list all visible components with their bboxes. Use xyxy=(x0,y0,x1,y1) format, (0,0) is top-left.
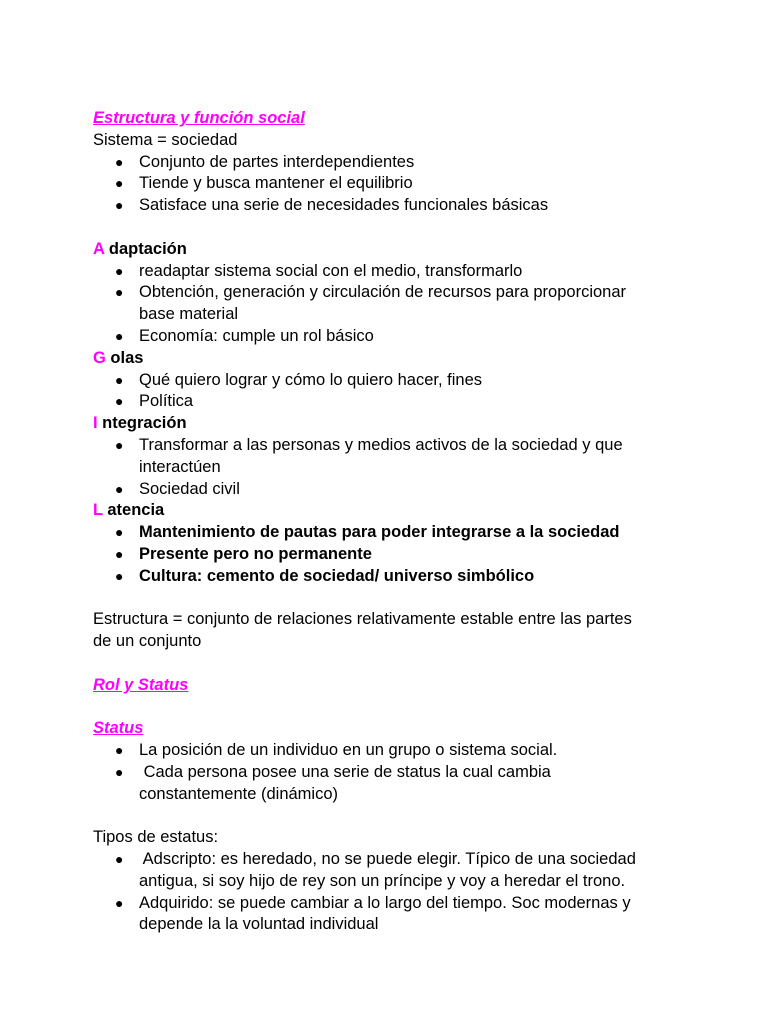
bullet-icon: ● xyxy=(115,524,124,541)
list-item-continuation: base material xyxy=(139,305,239,324)
bullet-icon: ● xyxy=(115,894,124,911)
list-item: ● Qué quiero lograr y cómo lo quiero hacer, fines xyxy=(93,370,693,392)
list-item: ● Economía: cumple un rol básico xyxy=(93,326,693,348)
tipos-intro: Tipos de estatus: xyxy=(93,828,219,847)
bullet-icon: ● xyxy=(115,851,124,868)
bullet-icon: ● xyxy=(115,480,124,497)
list-item: ● Cultura: cemento de sociedad/ universo simbólico xyxy=(93,566,693,588)
agil-letter: A xyxy=(93,239,105,258)
spacer xyxy=(93,697,693,719)
bullet-icon: ● xyxy=(115,175,124,192)
spacer xyxy=(93,217,693,239)
bullet-icon: ● xyxy=(115,153,124,170)
agil-letter: L xyxy=(93,501,103,520)
status-list xyxy=(93,740,693,805)
list-item: ● Tiende y busca mantener el equilibrio xyxy=(93,173,693,195)
list-item: ● La posición de un individuo en un grupo o sistema social. xyxy=(93,740,693,762)
section-title-rol-status: Rol y Status xyxy=(93,675,189,694)
agil-letter: I xyxy=(93,414,98,433)
bullet-icon: ● xyxy=(115,393,124,410)
tipos-list xyxy=(93,849,693,936)
list-item: ● readaptar sistema social con el medio, transformarlo xyxy=(93,261,693,283)
bullet-icon: ● xyxy=(115,763,124,780)
golas-list xyxy=(93,370,693,414)
list-item-continuation: antigua, si soy hijo de rey son un príncipe y voy a heredar el trono. xyxy=(139,871,626,890)
list-item-continuation: constantemente (dinámico) xyxy=(139,784,339,803)
list-item: ● Sociedad civil xyxy=(93,479,693,501)
list-item: ● Cada persona posee una serie de status la cual cambia xyxy=(93,762,693,784)
bullet-icon: ● xyxy=(115,436,124,453)
list-item: ● Conjunto de partes interdependientes xyxy=(93,152,693,174)
bullet-icon: ● xyxy=(115,327,124,344)
bullet-icon: ● xyxy=(115,262,124,279)
estructura-definition-line2: de un conjunto xyxy=(93,632,202,651)
list-item: ● Adscripto: es heredado, no se puede elegir. Típico de una sociedad xyxy=(93,849,693,871)
agil-heading-golas: G olas xyxy=(93,348,144,367)
section-title-status: Status xyxy=(93,719,144,738)
list-item: ● Adquirido: se puede cambiar a lo largo del tiempo. Soc modernas y xyxy=(93,893,693,915)
integracion-list xyxy=(93,435,693,500)
bullet-icon: ● xyxy=(115,284,124,301)
agil-heading-latencia: L atencia xyxy=(93,501,165,520)
adaptacion-list xyxy=(93,261,693,348)
bullet-icon: ● xyxy=(115,545,124,562)
list-item: ● Política xyxy=(93,391,693,413)
estructura-definition-line1: Estructura = conjunto de relaciones relativamente estable entre las partes xyxy=(93,610,632,629)
sistema-line: Sistema = sociedad xyxy=(93,130,238,149)
bullet-icon: ● xyxy=(115,197,124,214)
agil-letter: G xyxy=(93,348,106,367)
spacer xyxy=(93,653,693,675)
list-item-continuation: depende la la voluntad individual xyxy=(139,915,379,934)
section-title-estructura: Estructura y función social xyxy=(93,109,305,127)
list-item: ● Mantenimiento de pautas para poder integrarse a la sociedad xyxy=(93,522,693,544)
document-body xyxy=(93,108,693,936)
spacer xyxy=(93,806,693,828)
spacer xyxy=(93,588,693,610)
agil-heading-adaptacion: A daptación xyxy=(93,239,187,258)
list-item: ● Transformar a las personas y medios activos de la sociedad y que xyxy=(93,435,693,457)
list-item: ● Obtención, generación y circulación de recursos para proporcionar xyxy=(93,282,693,304)
latencia-list xyxy=(93,522,693,587)
agil-heading-integracion: I ntegración xyxy=(93,414,187,433)
bullet-icon: ● xyxy=(115,371,124,388)
bullet-icon: ● xyxy=(115,567,124,584)
bullet-icon: ● xyxy=(115,742,124,759)
list-item: ● Presente pero no permanente xyxy=(93,544,693,566)
sistema-list xyxy=(93,152,693,217)
list-item-continuation: interactúen xyxy=(139,457,221,476)
list-item: ● Satisface una serie de necesidades funcionales básicas xyxy=(93,195,693,217)
